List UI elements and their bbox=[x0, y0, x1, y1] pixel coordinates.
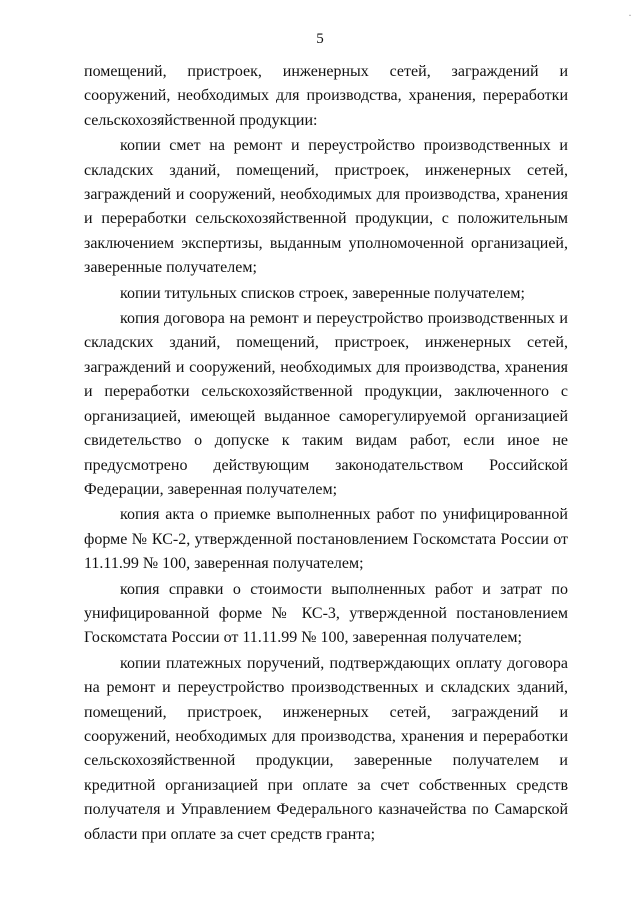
scan-mark: · bbox=[628, 8, 632, 22]
paragraph-4: копия договора на ремонт и переустройство производственных и складских зданий, помещений, пристроек, инженерных сетей, заграждений и сооружений, необходимых для производства, хранения и переработки сельскохозяйственной продукции, заключенного с организацией, имеющей выданное саморегулируемой организацией свидетельство о допуске к таким видам работ, если иное не предусмотрено действующим законодательством Российской Федерации, заверенная получателем; bbox=[84, 310, 568, 498]
paragraph-1: помещений, пристроек, инженерных сетей, заграждений и сооружений, необходимых для производства, хранения, переработки сельскохозяйственной продукции: bbox=[84, 63, 568, 129]
paragraph-5: копия акта о приемке выполненных работ по унифицированной форме № КС-2, утвержденной постановлением Госкомстата России от 11.11.99 № 100, заверенная получателем; bbox=[84, 506, 568, 573]
paragraph-2: копии смет на ремонт и переустройство производственных и складских зданий, помещений, пристроек, инженерных сетей, заграждений и сооружений, необходимых для производства, хранения и переработки сельскохозяйственной продукции, с положительным заключением экспертизы, выданным уполномоченной организацией, заверенные получателем; bbox=[84, 137, 568, 277]
paragraph-6: копия справки о стоимости выполненных работ и затрат по унифицированной форме № КС-3, утвержденной постановлением Госкомстата России от 11.11.99 № 100, заверенная получателем; bbox=[84, 580, 568, 647]
document-body bbox=[84, 60, 568, 847]
paragraph-3: копии титульных списков строек, заверенные получателем; bbox=[120, 284, 525, 302]
page-number: 5 bbox=[316, 31, 324, 47]
paragraph-7: копии платежных поручений, подтверждающих оплату договора на ремонт и переустройство производственных и складских зданий, помещений, пристроек, инженерных сетей, заграждений и сооружений, необходимых для производства, хранения и переработки сельскохозяйственной продукции, заверенные получателем и кредитной организацией при оплате за счет собственных средств получателя и Управлением Федерального казначейства по Самарской области при оплате за счет средств гранта; bbox=[84, 654, 568, 843]
